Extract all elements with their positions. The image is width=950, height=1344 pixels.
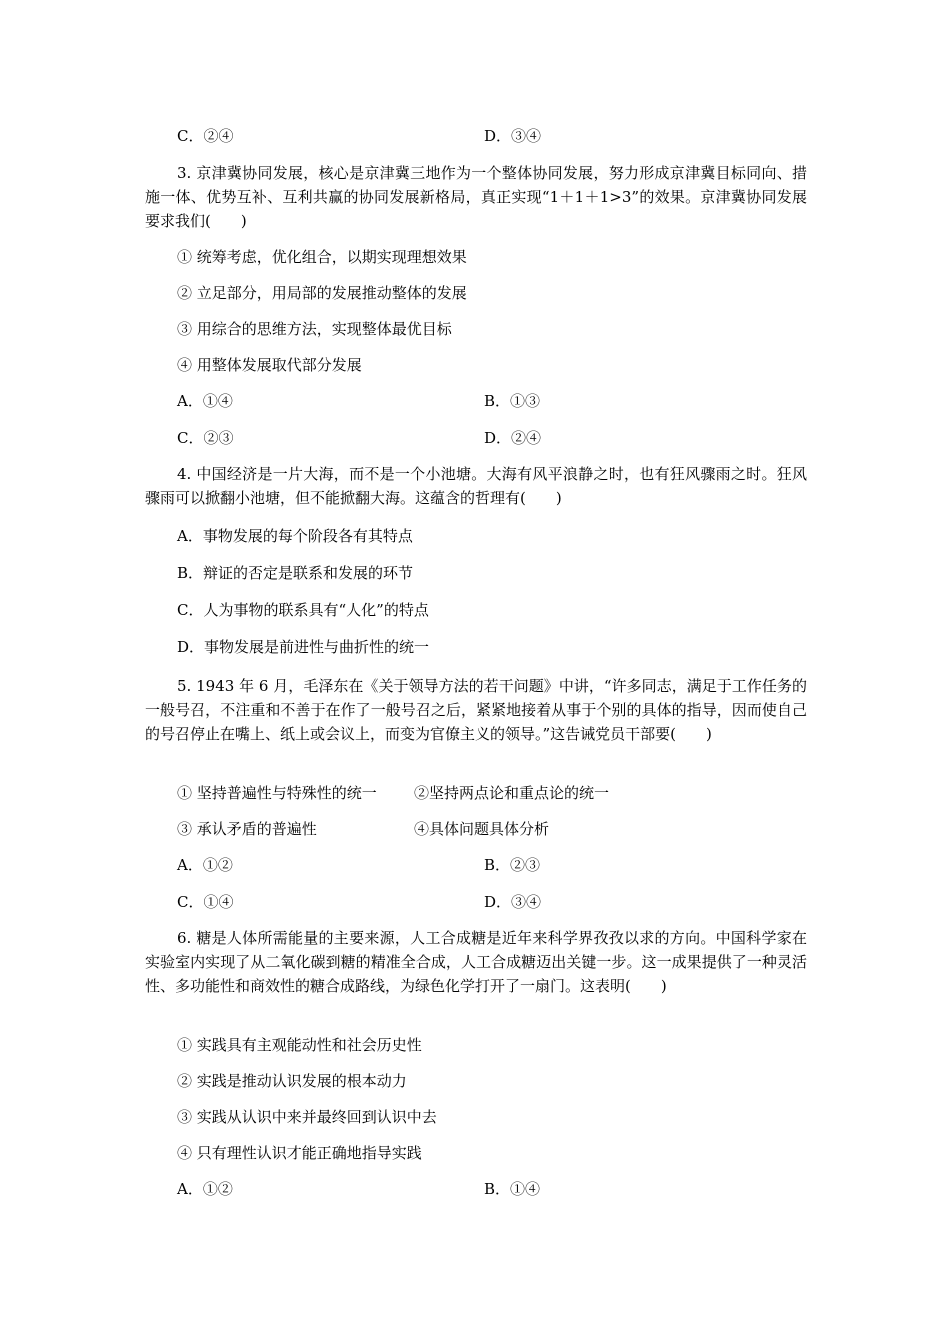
q6-item-2: ② 实践是推动认识发展的根本动力 [177, 1072, 407, 1090]
q3-item-4: ④ 用整体发展取代部分发展 [177, 356, 362, 374]
q6-stem: 6. 糖是人体所需能量的主要来源，人工合成糖是近年来科学界孜孜以求的方向。中国科学家在实验室内实现了从二氧化碳到糖的精准全合成，人工合成糖迈出关键一步。这一成果提供了一种灵活性、多功能性和商效性的糖合成路线，为绿色化学打开了一扇门。这表明( ) [145, 929, 807, 995]
q3-item-1: ① 统筹考虑，优化组合，以期实现理想效果 [177, 248, 467, 266]
q3-option-a: A．①④ [177, 392, 233, 410]
q5-item-4: ④具体问题具体分析 [414, 820, 550, 838]
q3-option-d: D．②④ [484, 429, 542, 447]
q3-item-2: ② 立足部分，用局部的发展推动整体的发展 [177, 284, 467, 302]
q4-option-c: C．人为事物的联系具有“人化”的特点 [177, 601, 429, 619]
q6-item-3: ③ 实践从认识中来并最终回到认识中去 [177, 1108, 437, 1126]
q5-item-3: ③ 承认矛盾的普遍性 [177, 820, 317, 838]
q6-item-4: ④ 只有理性认识才能正确地指导实践 [177, 1144, 422, 1162]
prev-option-d: D．③④ [484, 127, 542, 145]
q5-option-b: B．②③ [484, 856, 541, 874]
q6-option-a: A．①② [177, 1180, 233, 1198]
q5-item-1: ① 坚持普遍性与特殊性的统一 [177, 784, 377, 802]
q3-item-3: ③ 用综合的思维方法，实现整体最优目标 [177, 320, 452, 338]
q5-stem: 5. 1943 年 6 月，毛泽东在《关于领导方法的若干问题》中讲，“许多同志，满足于工作任务的一般号召，不注重和不善于在作了一般号召之后，紧紧地接着从事于个别的具体的指导，因而使自己的号召停止在嘴上、纸上或会议上，而变为官僚主义的领导。”这告诫党员干部要( ) [145, 677, 807, 743]
q3-option-b: B．①③ [484, 392, 541, 410]
q4-option-a: A．事物发展的每个阶段各有其特点 [177, 527, 413, 545]
q3-stem: 3. 京津冀协同发展，核心是京津冀三地作为一个整体协同发展，努力形成京津冀目标同向、措施一体、优势互补、互利共赢的协同发展新格局，真正实现“1＋1＋1>3”的效果。京津冀协同发展要求我们( ) [145, 164, 807, 230]
q5-item-2: ②坚持两点论和重点论的统一 [414, 784, 610, 802]
q4-stem: 4. 中国经济是一片大海，而不是一个小池塘。大海有风平浪静之时，也有狂风骤雨之时。狂风骤雨可以掀翻小池塘，但不能掀翻大海。这蕴含的哲理有( ) [145, 465, 807, 507]
q4-option-d: D．事物发展是前进性与曲折性的统一 [177, 638, 430, 656]
q5-option-c: C．①④ [177, 893, 234, 911]
q5-option-a: A．①② [177, 856, 233, 874]
prev-option-c: C．②④ [177, 127, 234, 145]
q5-option-d: D．③④ [484, 893, 542, 911]
q3-option-c: C．②③ [177, 429, 234, 447]
q4-option-b: B．辩证的否定是联系和发展的环节 [177, 564, 414, 582]
q6-item-1: ① 实践具有主观能动性和社会历史性 [177, 1036, 422, 1054]
q6-option-b: B．①④ [484, 1180, 541, 1198]
